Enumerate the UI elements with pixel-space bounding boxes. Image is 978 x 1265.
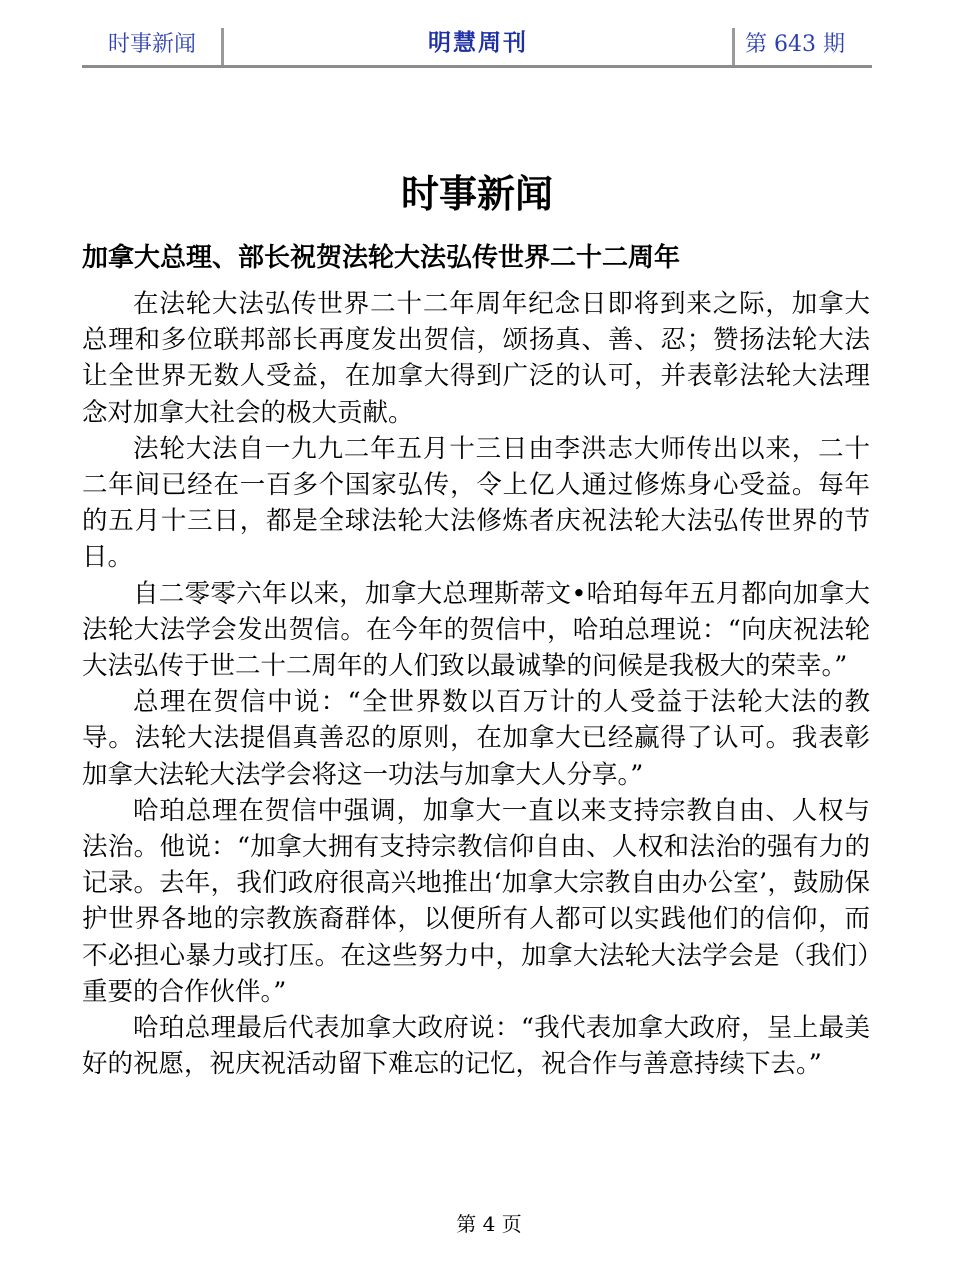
article-body bbox=[82, 286, 870, 1082]
article-paragraph: 哈珀总理在贺信中强调，加拿大一直以来支持宗教自由、人权与法治。他说：“加拿大拥有支持宗教信仰自由、人权和法治的强有力的记录。去年，我们政府很高兴地推出‘加拿大宗教自由办公室’，鼓励保护世界各地的宗教族裔群体，以便所有人都可以实践他们的信仰，而不必担心暴力或打压。在这些努力中，加拿大法轮大法学会是（我们）重要的合作伙伴。” bbox=[82, 795, 870, 1007]
article-paragraph: 哈珀总理最后代表加拿大政府说：“我代表加拿大政府，呈上最美好的祝愿，祝庆祝活动留下难忘的记忆，祝合作与善意持续下去。” bbox=[82, 1013, 870, 1080]
header-publication-title: 明慧周刊 bbox=[428, 30, 528, 56]
article-paragraph: 法轮大法自一九九二年五月十三日由李洪志大师传出以来，二十二年间已经在一百多个国家弘传，令上亿人通过修炼身心受益。每年的五月十三日，都是全球法轮大法修炼者庆祝法轮大法弘传世界的节日。 bbox=[82, 433, 870, 573]
header-section-label: 时事新闻 bbox=[82, 28, 224, 65]
header-issue-number: 第 643 期 bbox=[732, 28, 872, 65]
header-divider bbox=[82, 65, 872, 68]
article-paragraph: 自二零零六年以来，加拿大总理斯蒂文•哈珀每年五月都向加拿大法轮大法学会发出贺信。在今年的贺信中，哈珀总理说：“向庆祝法轮大法弘传于世二十二周年的人们致以最诚挚的问候是我极大的荣幸。” bbox=[82, 578, 870, 682]
section-title: 时事新闻 bbox=[400, 171, 553, 216]
page-header bbox=[82, 28, 872, 68]
article-paragraph: 总理在贺信中说：“全世界数以百万计的人受益于法轮大法的教导。法轮大法提倡真善忍的原则，在加拿大已经赢得了认可。我表彰加拿大法轮大法学会将这一功法与加拿大人分享。” bbox=[82, 687, 870, 790]
article-title: 加拿大总理、部长祝贺法轮大法弘传世界二十二周年 bbox=[82, 243, 681, 273]
article-paragraph: 在法轮大法弘传世界二十二年周年纪念日即将到来之际，加拿大总理和多位联邦部长再度发出贺信，颂扬真、善、忍；赞扬法轮大法让全世界无数人受益，在加拿大得到广泛的认可，并表彰法轮大法理念对加拿大社会的极大贡献。 bbox=[82, 289, 870, 428]
page-number: 第 4 页 bbox=[456, 1212, 522, 1236]
